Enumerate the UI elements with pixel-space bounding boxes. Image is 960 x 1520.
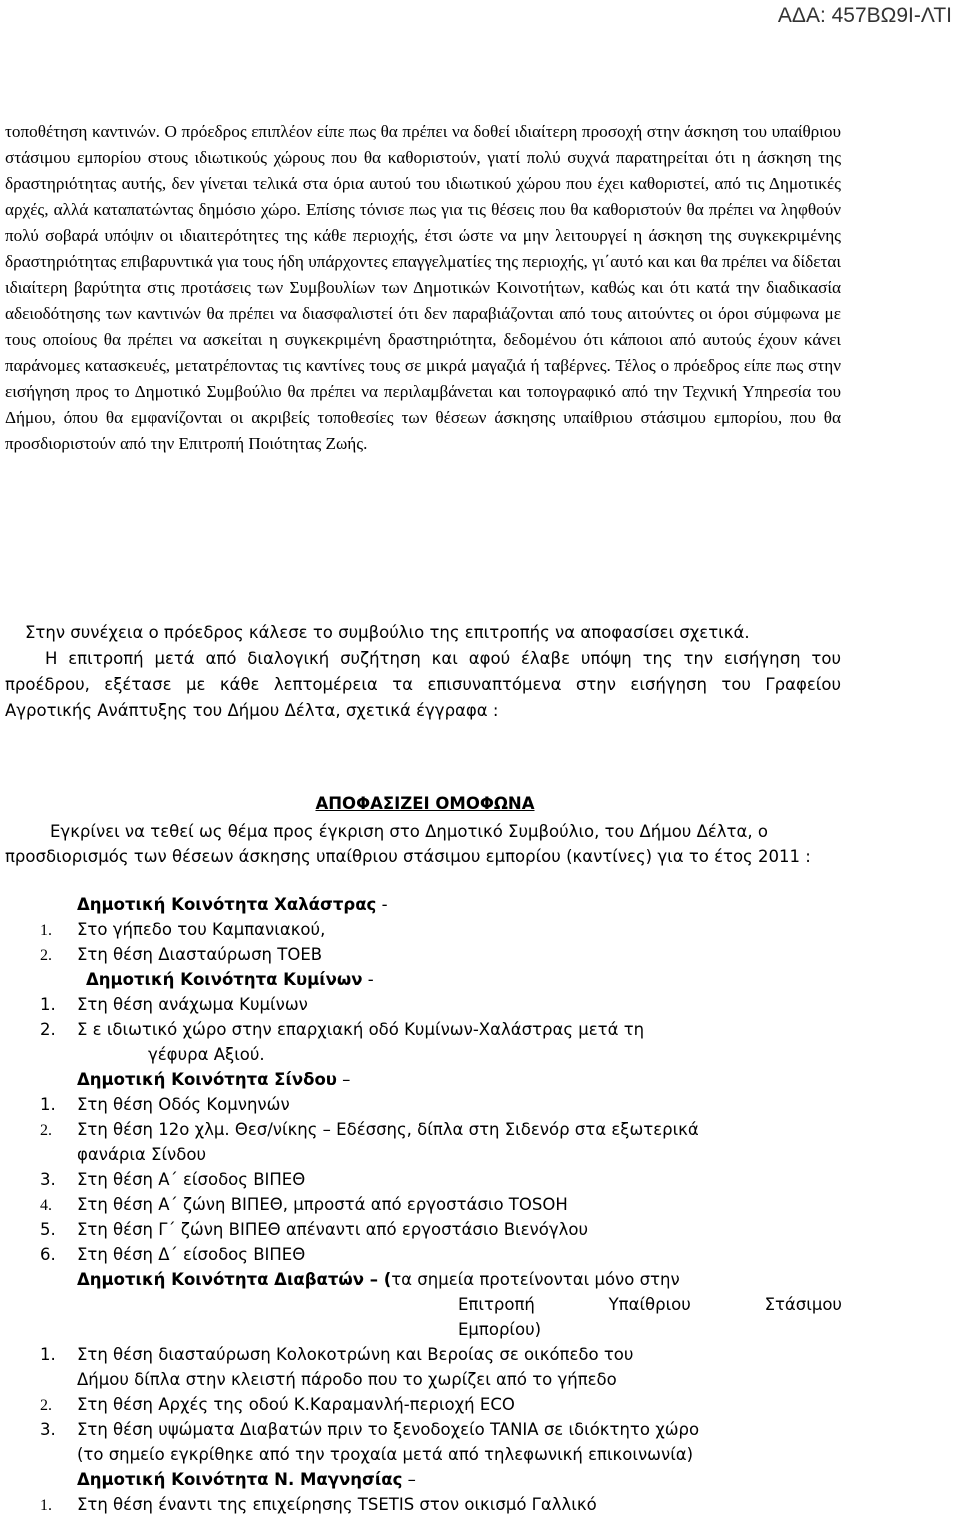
list-item-text: Σ ε ιδιωτικό χώρο στην επαρχιακή οδό Κυμίνων-Χαλάστρας μετά τη — [77, 1020, 645, 1039]
list-item: 3. — [40, 1170, 56, 1189]
list-item-continuation: Δήμου δίπλα στην κλειστή πάροδο που το χωρίζει από το γήπεδο — [77, 1370, 617, 1389]
list-item: 1. — [40, 1497, 52, 1514]
list-item: 2. — [40, 947, 52, 964]
list-item-text: Στη θέση Διασταύρωση ΤΟΕΒ — [77, 945, 323, 964]
list-item-text: Στη θέση Οδός Κομνηνών — [77, 1095, 290, 1114]
list-item: 1. — [40, 1095, 56, 1114]
list-item: 1. — [40, 922, 52, 939]
list-item: 4. — [40, 1197, 52, 1214]
list-item: 3. — [40, 1420, 56, 1439]
list-item-text: Στο γήπεδο του Καμπανιακού, — [77, 920, 326, 939]
community-heading: Δημοτική Κοινότητα Ν. Μαγνησίας – — [77, 1470, 416, 1489]
discussion-block — [5, 620, 841, 724]
list-item-text: Στη θέση ανάχωμα Κυμίνων — [77, 995, 308, 1014]
list-item-text: Στη θέση Γ΄ ζώνη ΒΙΠΕΘ απέναντι από εργοστάσιο Βιενόγλου — [77, 1220, 589, 1239]
list-item: 2. — [40, 1122, 52, 1139]
list-item-text: Στη θέση Α΄ ζώνη ΒΙΠΕΘ, μπροστά από εργοστάσιο TOSOH — [77, 1195, 568, 1214]
list-item-text: Στη θέση Αρχές της οδού Κ.Καραμανλή-περιοχή ECO — [77, 1395, 515, 1414]
decision-title: ΑΠΟΦΑΣΙΖΕΙ ΟΜΟΦΩΝΑ — [315, 794, 535, 813]
list-item-text: Στη θέση έναντι της επιχείρησης TSETIS στον οικισμό Γαλλικό — [77, 1495, 597, 1514]
list-item: 2. — [40, 1397, 52, 1414]
community-heading: Δημοτική Κοινότητα Σίνδου – — [77, 1070, 351, 1089]
community-note-end: Εμπορίου) — [458, 1320, 542, 1339]
community-note-line: Επιτροπή Υπαίθριου Στάσιμου — [458, 1295, 842, 1314]
list-item: 6. — [40, 1245, 56, 1264]
list-item-text: Στη θέση υψώματα Διαβατών πριν το ξενοδοχείο TANIA σε ιδιόκτητο χώρο — [77, 1420, 700, 1439]
list-item: 1. — [40, 1345, 56, 1364]
list-item-text: Στη θέση διασταύρωση Κολοκοτρώνη και Βεροίας σε οικόπεδο του — [77, 1345, 634, 1364]
list-item-continuation: (το σημείο εγκρίθηκε από την τροχαία μετά από τηλεφωνική επικοινωνία) — [77, 1445, 694, 1464]
community-heading: Δημοτική Κοινότητα Κυμίνων - — [86, 970, 374, 989]
community-heading: Δημοτική Κοινότητα Διαβατών – (τα σημεία προτείνονται μόνο στην — [77, 1270, 680, 1289]
list-item: 2. — [40, 1020, 56, 1039]
list-item-continuation: γέφυρα Αξιού. — [148, 1045, 265, 1064]
intro-paragraph: τοποθέτηση καντινών. Ο πρόεδρος επιπλέον είπε πως θα πρέπει να δοθεί ιδιαίτερη προσοχή στην άσκηση του υπαίθριου στάσιμου εμπορίου στους ιδιωτικούς χώρους που θα καθοριστούν, γιατί πολύ συχνά παρατηρείται ότι η άσκηση της δραστηριότητας αυτής, δεν γίνεται τελικά στα όρια αυτού του ιδιωτικού χώρου που έχει καθοριστεί, από τις Δημοτικές αρχές, αλλά καταπατώντας δημόσιο χώρο. Επίσης τόνισε πως για τις θέσεις που θα καθοριστούν θα πρέπει να ληφθούν πολύ σοβαρά υπόψιν οι ιδιαιτερότητες της κάθε περιοχής, έτσι ώστε να μην λειτουργεί η άσκηση της συγκεκριμένης δραστηριότητας επιβαρυντικά για τους ήδη υπάρχοντες επαγγελματίες της περιοχής, γι΄αυτό και και θα πρέπει να δίδεται ιδιαίτερη βαρύτητα στις προτάσεις των Συμβουλίων των Δημοτικών Κοινοτήτων, καθώς και ότι κατά την διαδικασία αδειοδότησης των καντινών θα πρέπει να διασφαλιστεί ότι δεν παραβιάζονται από τους αιτούντες οι όροι σύμφωνα με τους οποίους θα πρέπει να ασκείται η συγκεκριμένη δραστηριότητα, δεδομένου ότι κάποιοι από αυτούς έχουν κάνει παράνομες κατασκευές, μετατρέποντας τις καντίνες τους σε μικρά μαγαζιά ή ταβέρνες. Τέλος ο πρόεδρος είπε πως στην εισήγηση προς το Δημοτικό Συμβούλιο θα πρέπει να περιλαμβάνεται και τοπογραφικό από την Τεχνική Υπηρεσία του Δήμου, όπου θα εμφανίζονται οι ακριβείς τοποθεσίες των θέσεων άσκησης υπαίθριου στάσιμου εμπορίου, που θα προσδιοριστούν από την Επιτροπή Ποιότητας Ζωής. — [5, 122, 841, 453]
ada-code: ΑΔΑ: 457ΒΩ9Ι-ΛΤΙ — [777, 4, 952, 27]
committee-paragraph: Η επιτροπή μετά από διαλογική συζήτηση και αφού έλαβε υπόψη της την εισήγηση του προέδρου, εξέτασε με κάθε λεπτομέρεια τα επισυναπτόμενα στην εισήγηση του Γραφείου Αγροτικής Ανάπτυξης του Δήμου Δέλτα, σχετικά έγγραφα : — [5, 649, 841, 720]
list-item: 5. — [40, 1220, 56, 1239]
list-item-text: Στη θέση 12ο χλμ. Θεσ/νίκης – Εδέσσης, δίπλα στη Σιδενόρ στα εξωτερικά — [77, 1120, 699, 1139]
list-item-text: Στη θέση Α΄ είσοδος ΒΙΠΕΘ — [77, 1170, 306, 1189]
list-item-text: Στη θέση Δ΄ είσοδος ΒΙΠΕΘ — [77, 1245, 306, 1264]
community-heading: Δημοτική Κοινότητα Χαλάστρας - — [77, 895, 388, 914]
list-item-continuation: φανάρια Σίνδου — [77, 1145, 206, 1164]
approve-paragraph: Εγκρίνει να τεθεί ως θέμα προς έγκριση στο Δημοτικό Συμβούλιο, του Δήμου Δέλτα, ο προσδιορισμός των θέσεων άσκησης υπαίθριου στάσιμου εμπορίου (καντίνες) για το έτος 2011 : — [5, 822, 811, 866]
list-item: 1. — [40, 995, 56, 1014]
call-to-decide: Στην συνέχεια ο πρόεδρος κάλεσε το συμβούλιο της επιτροπής να αποφασίσει σχετικά. — [25, 623, 750, 642]
